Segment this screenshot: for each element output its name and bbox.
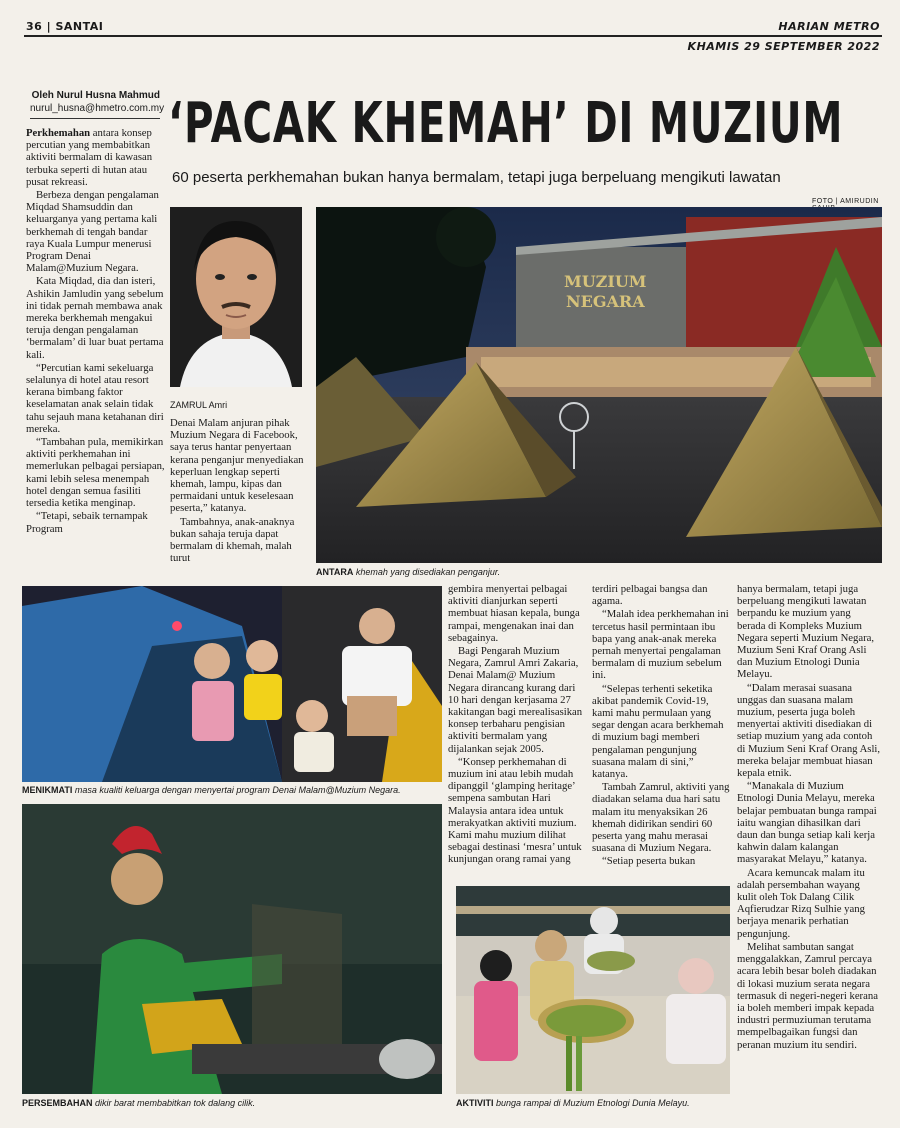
paragraph: Melihat sambutan sangat menggalakkan, Zamrul percaya acara lebih besar boleh diadakan di lokasi muzium serata negara termasuk di negeri-negeri kerana ia boleh memberi impak kepada industri permuziuman terutama mempelbagaikan fungsi dan peranan muzium itu sendiri. (737, 940, 878, 1051)
caption-lead: MENIKMATI (22, 785, 73, 795)
caption-lead: AKTIVITI (456, 1098, 494, 1108)
paragraph: “Tambahan pula, memikirkan aktiviti perkhemahan ini memerlukan pelbagai persiapan, kami lebih selesa menempah hotel dengan semua fasiliti tersedia ketika menginap. (26, 436, 165, 510)
paragraph: hanya bermalam, tetapi juga berpeluang mengikuti lawatan berpandu ke muzium yang berada di Kompleks Muzium Negara seperti Muzium Negara, Muzium Seni Kraf Orang Asli dan Muzium Etnologi Dunia Melayu. (737, 583, 875, 681)
family-caption (22, 785, 442, 795)
subheadline: 60 peserta perkhemahan bukan hanya bermalam, tetapi juga berpeluang mengikuti lawatan (172, 169, 781, 186)
newspaper-name: HARIAN METRO (778, 20, 880, 33)
headline: ‘PACAK KHEMAH’ DI MUZIUM (168, 91, 844, 156)
paragraph: “Konsep perkhemahan di muzium ini atau lebih mudah dipanggil ‘glamping heritage’ sempena sambutan Hari Malaysia antara idea untuk merakyatkan aktiviti muzium. Kami mahu muzium dilihat sebagai destinasi ‘mesra’ untuk kunjungan orang ramai yang (448, 755, 582, 866)
caption-text: bunga rampai di Muzium Etnologi Dunia Melayu. (493, 1098, 690, 1108)
tents-photo (316, 207, 882, 563)
photo-credit: FOTO | AMIRUDIN (812, 198, 879, 205)
museum-sign-text: MUZIUM (564, 272, 647, 291)
byline (30, 90, 165, 115)
tents-caption (316, 567, 882, 577)
paragraph: Kata Miqdad, dia dan isteri, Ashikin Jamludin yang sebelum ini tidak pernah membawa anak mereka berkhemah mengakui teruja dengan pengalaman ‘bermalam’ di luar buat pertama kali. (26, 275, 164, 361)
paragraph: antara konsep percutian yang membabitkan aktiviti bermalam di kawasan terbuka seperti di hutan atau pusat rekreasi. (26, 127, 153, 188)
lead-word: Perkhemahan (26, 127, 91, 139)
paragraph: Bagi Pengarah Muzium Negara, Zamrul Amri Zakaria, Denai Malam@ Muzium Negara dirancang kurang dari 10 hari dengan kerjasama 27 kakitangan bagi merealisasikan konsep terbaharu pengisian aktiviti bermalam yang dijalankan sejak 2005. (448, 645, 583, 755)
article-column-1 (26, 127, 166, 573)
author-name: Oleh Nurul Husna Mahmud (31, 90, 160, 101)
puppet-illustration (22, 804, 442, 1094)
caption-lead: PERSEMBAHAN (22, 1098, 93, 1108)
caption-text: masa kualiti keluarga dengan menyertai program Denai Malam@Muzium Negara. (72, 785, 401, 795)
author-email: nurul_husna@hmetro.com.my (30, 102, 165, 114)
portrait-photo (170, 207, 302, 387)
article-column-5 (737, 583, 881, 1128)
paragraph: “Selepas terhenti seketika akibat pandemik Covid-19, kami mahu permulaan yang segar dengan acara berkhemah di muzium bagi memberi pengalaman pengunjung suasana malam di sini,” katanya. (592, 682, 724, 781)
puppet-photo (22, 804, 442, 1094)
caption-text: dikir barat membabitkan tok dalang cilik. (92, 1098, 256, 1108)
article-column-2 (170, 417, 308, 573)
flower-activity-photo (456, 886, 730, 1094)
paragraph: Acara kemuncak malam itu adalah persembahan wayang kulit oleh Tok Dalang Cilik Aqfierudzar Rizq Sulhie yang berjaya menarik perhatian pengunjung. (737, 866, 865, 940)
paragraph: “Malah idea perkhemahan ini tercetus hasil permintaan ibu bapa yang anak-anak mereka pernah menyertai pengalaman bermalam di muzium sebelum ini. (592, 608, 729, 682)
family-photo (22, 586, 442, 782)
portrait-caption: ZAMRUL Amri (170, 400, 228, 410)
paragraph: “Dalam merasai suasana unggas dan suasana malam muzium, peserta juga boleh menyertai aktiviti disediakan di setiap muzium yang ada contoh di Muzium Seni Kraf Orang Asli, mereka belajar membuat hiasan kepala etnik. (737, 681, 881, 780)
paragraph: “Setiap peserta bukan (602, 855, 696, 868)
paragraph: “Tetapi, sebaik ternampak Program (26, 510, 148, 535)
caption-lead: ANTARA (316, 567, 354, 577)
page-number: 36 | SANTAI (26, 20, 104, 33)
flower-caption (456, 1098, 730, 1108)
svg-text:NEGARA: NEGARA (566, 292, 645, 311)
issue-date: KHAMIS 29 SEPTEMBER 2022 (687, 40, 880, 53)
paragraph: Tambah Zamrul, aktiviti yang diadakan selama dua hari satu malam itu menyaksikan 26 khemah didirikan sendiri 60 peserta yang mahu merasai suasana di Muzium Negara. (592, 781, 730, 855)
portrait-illustration (170, 207, 302, 387)
article-column-3 (448, 583, 586, 883)
paragraph: terdiri pelbagai bangsa dan agama. (592, 583, 708, 608)
puppet-caption (22, 1098, 442, 1108)
paragraph: Berbeza dengan pengalaman Miqdad Shamsuddin dan keluarganya yang pertama kali berkhemah di tengah bandar raya Kuala Lumpur menerusi Program Denai Malam@Muzium Negara. (26, 189, 159, 275)
tents-illustration (316, 207, 882, 563)
paragraph: Denai Malam anjuran pihak Muzium Negara di Facebook, saya terus hantar penyertaan kerana penganjur menyediakan keperluan lengkap seperti khemah, lampu, kipas dan permaidani untuk keselesaan peserta,” katanya. (170, 417, 304, 515)
flower-activity-illustration (456, 886, 730, 1094)
byline-rule (30, 118, 160, 119)
paragraph: Tambahnya, anak-anaknya bukan sahaja teruja dapat bermalam di khemah, malah turut (170, 515, 295, 565)
caption-text: khemah yang disediakan penganjur. (353, 567, 501, 577)
paragraph: “Percutian kami sekeluarga selalunya di hotel atau resort kerana bimbang faktor keselamatan anak selain tidak tahu sejauh mana ketahanan diri mereka. (26, 361, 164, 435)
paragraph: “Manakala di Muzium Etnologi Dunia Melayu, mereka belajar pembuatan bunga rampai iaitu wangian dihasilkan dari daun dan bunga setiap kali kerja kahwin dalam kalangan masyarakat Melayu,” katanya. (737, 780, 877, 866)
family-illustration (22, 586, 442, 782)
header-rule (24, 35, 882, 37)
paragraph: gembira menyertai pelbagai aktiviti dianjurkan seperti membuat hiasan kepala, bunga rampai, mengenakan inai dan sebagainya. (448, 583, 580, 644)
article-column-4 (592, 583, 730, 883)
